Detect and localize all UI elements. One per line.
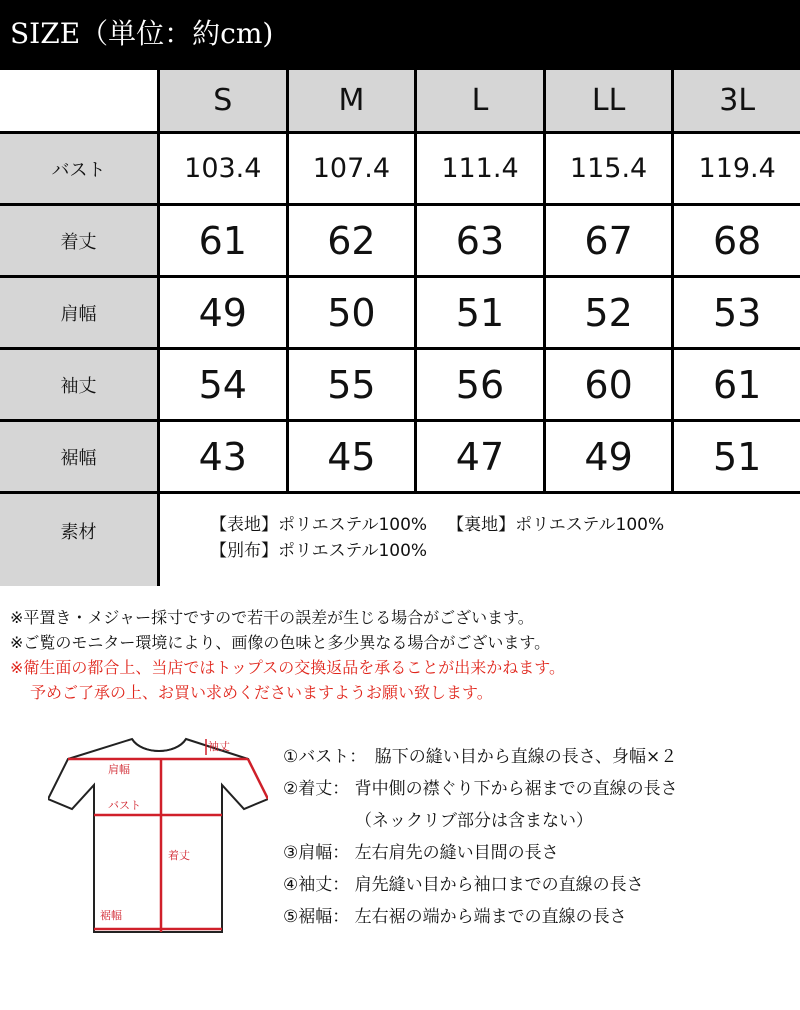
table-cell: 103.4 (160, 134, 289, 203)
table-cell: 119.4 (698, 153, 776, 184)
size-header-cell: S (160, 70, 289, 131)
garment-diagram (48, 737, 268, 937)
table-cell: 49 (546, 422, 675, 491)
table-row-hem (0, 422, 800, 494)
material-other: 【別布】ポリエステル100% (210, 541, 428, 561)
table-cell: 51 (417, 278, 546, 347)
table-cell: 53 (712, 290, 762, 335)
table-cell: 61 (160, 206, 289, 275)
table-row-material (0, 494, 800, 586)
warning-line: 予めご了承の上、お買い求めくださいますようお願い致します。 (30, 683, 493, 702)
size-header-cell: L (417, 70, 546, 131)
table-cell: 62 (289, 206, 418, 275)
bust-label: バスト (108, 799, 141, 812)
measure-shoulder: ③肩幅： 左右肩先の縫い目間の長さ (283, 843, 559, 863)
table-cell: 67 (546, 206, 675, 275)
table-cell: 43 (160, 422, 289, 491)
measure-bust: ①バスト： 脇下の縫い目から直線の長さ、身幅×２ (283, 747, 678, 767)
length-label: 着丈 (168, 849, 190, 862)
material-lining: 【裏地】ポリエステル100% (447, 515, 665, 535)
table-cell: 54 (160, 350, 289, 419)
table-cell: 47 (417, 422, 546, 491)
measure-sleeve: ④袖丈： 肩先縫い目から袖口までの直線の長さ (283, 875, 644, 895)
page-title: SIZE（単位：約cm) (10, 17, 274, 50)
table-cell: 111.4 (417, 134, 546, 203)
note-line: ※ご覧のモニター環境により、画像の色味と多少異なる場合がございます。 (10, 633, 551, 652)
table-cell: 51 (712, 434, 762, 479)
table-row-length (0, 206, 800, 278)
row-label: 肩幅 (0, 278, 160, 347)
material-outer: 【表地】ポリエステル100% (210, 515, 428, 535)
table-row-sleeve (0, 350, 800, 422)
measure-length: ②着丈： 背中側の襟ぐり下から裾までの直線の長さ (283, 779, 678, 799)
table-cell: 61 (712, 362, 762, 407)
row-label: 裾幅 (0, 422, 160, 491)
table-row-shoulder (0, 278, 800, 350)
warning-line: ※衛生面の都合上、当店ではトップスの交換返品を承ることが出来かねます。 (10, 658, 566, 677)
table-row-bust (0, 134, 800, 206)
note-line: ※平置き・メジャー採寸ですので若干の誤差が生じる場合がございます。 (10, 608, 534, 627)
measure-length-note: （ネックリブ部分は含まない） (355, 811, 593, 831)
notes (10, 605, 565, 705)
table-cell: 45 (289, 422, 418, 491)
row-label: 着丈 (0, 206, 160, 275)
table-cell: 50 (289, 278, 418, 347)
table-corner-cell (0, 70, 160, 131)
table-cell: 52 (546, 278, 675, 347)
hem-label: 裾幅 (100, 909, 122, 922)
shirt-outline (48, 739, 268, 932)
table-cell: 115.4 (546, 134, 675, 203)
measure-hem: ⑤裾幅： 左右裾の端から端までの直線の長さ (283, 907, 627, 927)
row-label: 素材 (0, 494, 160, 586)
table-cell: 68 (712, 218, 762, 263)
material-text (160, 494, 800, 586)
size-table (0, 70, 800, 586)
table-cell: 49 (160, 278, 289, 347)
row-label: 袖丈 (0, 350, 160, 419)
size-header-row (0, 70, 800, 134)
row-label: バスト (0, 134, 160, 203)
shoulder-label: 肩幅 (108, 763, 130, 776)
header-bar (0, 0, 800, 70)
size-header-cell: M (289, 70, 418, 131)
table-cell: 107.4 (289, 134, 418, 203)
table-cell: 55 (289, 350, 418, 419)
table-cell: 60 (546, 350, 675, 419)
sleeve-label: 袖丈 (208, 740, 230, 753)
table-cell: 63 (417, 206, 546, 275)
size-header-cell: LL (546, 70, 675, 131)
measurement-guide (283, 741, 678, 933)
size-header-cell: 3L (719, 83, 756, 118)
table-cell: 56 (417, 350, 546, 419)
